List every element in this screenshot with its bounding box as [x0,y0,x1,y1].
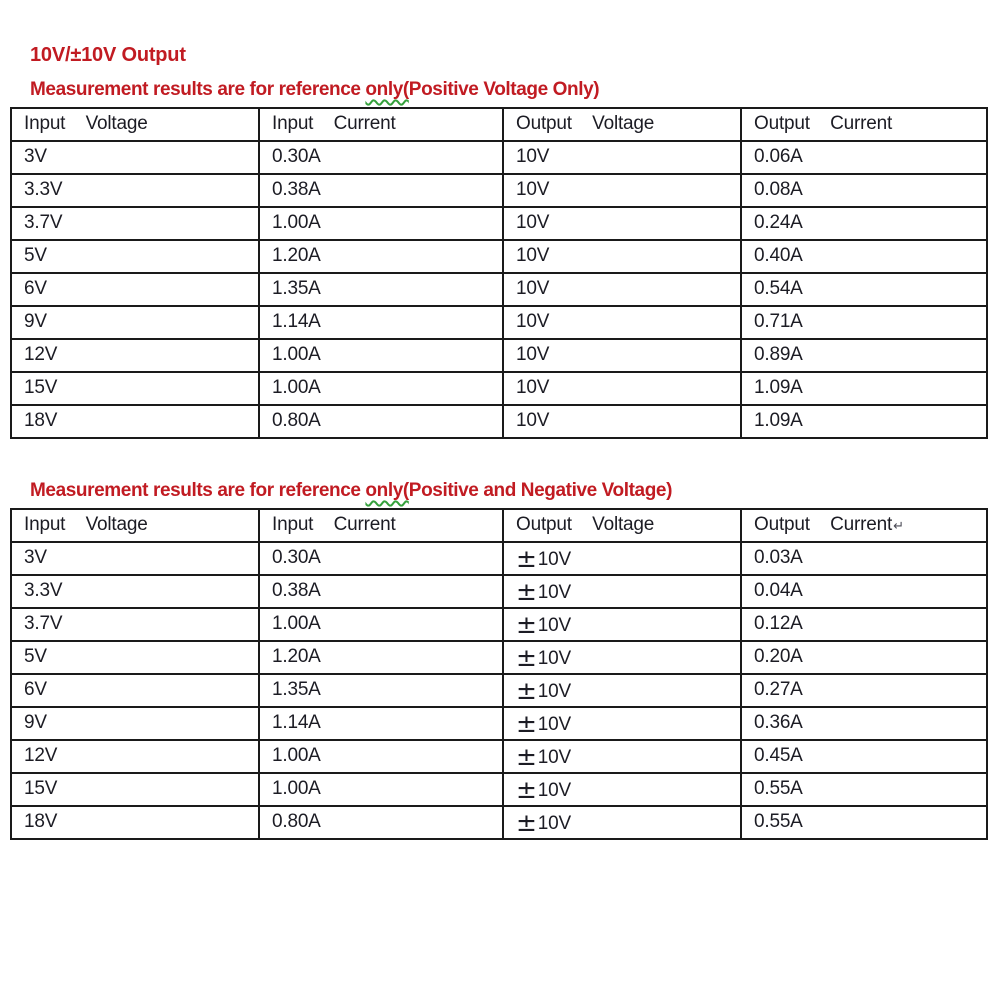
col-header-input-voltage: Input Voltage [11,509,259,542]
plus-minus-sign: ± [516,741,537,771]
cell-input-current: 0.80A [259,806,503,839]
cell-output-voltage: 10V [503,273,741,306]
cell-input-current: 0.30A [259,141,503,174]
cell-input-voltage: 3V [11,542,259,575]
cell-input-current: 1.35A [259,674,503,707]
cell-output-current: 1.09A [741,372,987,405]
col-header-output-current: Output Current [741,108,987,141]
cell-input-voltage: 3.3V [11,575,259,608]
plus-minus-sign: ± [516,576,537,606]
cell-output-voltage: ±10V [503,773,741,806]
cell-output-voltage: 10V [503,141,741,174]
table-row [11,405,987,438]
cell-input-voltage: 15V [11,372,259,405]
plus-minus-sign: ± [516,708,537,738]
col-header-output-voltage: Output Voltage [503,509,741,542]
cell-output-voltage: ±10V [503,608,741,641]
cell-input-current: 0.38A [259,174,503,207]
return-mark-icon: ↵ [893,518,905,534]
table-row [11,773,987,806]
plus-minus-sign: ± [516,543,537,573]
cell-input-current: 1.00A [259,740,503,773]
cell-output-voltage: ±10V [503,575,741,608]
table-row [11,575,987,608]
cell-output-voltage: 10V [503,372,741,405]
table-row [11,207,987,240]
cell-input-current: 1.20A [259,240,503,273]
cell-input-voltage: 3.3V [11,174,259,207]
table-row [11,174,987,207]
table-row [11,372,987,405]
col-header-output-voltage: Output Voltage [503,108,741,141]
section-subtitle-positive [30,79,1000,102]
cell-input-current: 0.38A [259,575,503,608]
col-header-output-current [741,509,987,542]
cell-output-voltage: 10V [503,339,741,372]
cell-output-current: 0.40A [741,240,987,273]
spellcheck-squiggle-word: only( [365,79,409,100]
col-header-input-current: Input Current [259,108,503,141]
cell-input-current: 0.30A [259,542,503,575]
cell-output-voltage: ±10V [503,674,741,707]
cell-output-voltage: 10V [503,240,741,273]
cell-output-current: 0.06A [741,141,987,174]
cell-output-current: 0.03A [741,542,987,575]
table-row [11,740,987,773]
table-row [11,141,987,174]
cell-output-current: 0.89A [741,339,987,372]
col-header-output-current-label: Output Current [754,514,893,536]
cell-input-voltage: 12V [11,740,259,773]
cell-output-current: 0.55A [741,773,987,806]
cell-input-voltage: 18V [11,806,259,839]
table-row [11,707,987,740]
table-row [11,641,987,674]
cell-output-voltage: ±10V [503,707,741,740]
cell-output-current: 0.54A [741,273,987,306]
subtitle-text: Positive Voltage Only) [408,79,600,100]
cell-input-voltage: 9V [11,707,259,740]
cell-output-voltage: ±10V [503,740,741,773]
table-header-row [11,108,987,141]
col-header-input-current: Input Current [259,509,503,542]
table-header-row [11,509,987,542]
cell-output-voltage: 10V [503,405,741,438]
cell-input-voltage: 9V [11,306,259,339]
table-row [11,306,987,339]
cell-input-current: 1.14A [259,707,503,740]
subtitle-text: Measurement results are for reference [30,79,366,100]
cell-input-current: 1.00A [259,372,503,405]
plus-minus-sign: ± [516,675,537,705]
table-row [11,806,987,839]
plus-minus-sign: ± [516,807,537,837]
plus-minus-sign: ± [516,774,537,804]
cell-input-voltage: 15V [11,773,259,806]
table-row [11,608,987,641]
section-subtitle-dual [30,480,1000,503]
cell-output-voltage: 10V [503,174,741,207]
subtitle-text: Positive and Negative Voltage) [408,479,673,501]
cell-input-voltage: 6V [11,674,259,707]
cell-input-voltage: 3V [11,141,259,174]
table-row [11,674,987,707]
cell-input-voltage: 5V [11,641,259,674]
cell-output-current: 0.24A [741,207,987,240]
cell-output-current: 0.27A [741,674,987,707]
table-row [11,240,987,273]
cell-input-current: 0.80A [259,405,503,438]
cell-input-voltage: 3.7V [11,207,259,240]
plus-minus-sign: ± [516,609,537,639]
cell-output-voltage: 10V [503,306,741,339]
page-title: 10V/±10V Output [30,44,186,66]
dual-voltage-table [10,508,988,840]
cell-output-current: 0.12A [741,608,987,641]
cell-input-current: 1.00A [259,207,503,240]
cell-output-current: 0.36A [741,707,987,740]
cell-input-voltage: 18V [11,405,259,438]
cell-input-voltage: 6V [11,273,259,306]
cell-output-current: 0.20A [741,641,987,674]
col-header-input-voltage: Input Voltage [11,108,259,141]
cell-input-voltage: 12V [11,339,259,372]
cell-output-voltage: ±10V [503,542,741,575]
cell-output-current: 0.04A [741,575,987,608]
cell-output-current: 0.55A [741,806,987,839]
cell-output-current: 0.08A [741,174,987,207]
subtitle-text: Measurement results are for reference [30,479,366,501]
cell-input-current: 1.14A [259,306,503,339]
table-row [11,273,987,306]
cell-output-current: 1.09A [741,405,987,438]
cell-output-current: 0.45A [741,740,987,773]
cell-input-current: 1.20A [259,641,503,674]
cell-output-voltage: ±10V [503,641,741,674]
cell-output-voltage: ±10V [503,806,741,839]
cell-input-current: 1.00A [259,608,503,641]
cell-input-current: 1.00A [259,339,503,372]
positive-voltage-table [10,107,988,439]
cell-input-current: 1.00A [259,773,503,806]
cell-input-voltage: 5V [11,240,259,273]
plus-minus-sign: ± [516,642,537,672]
table-row [11,542,987,575]
cell-output-voltage: 10V [503,207,741,240]
cell-input-voltage: 3.7V [11,608,259,641]
spellcheck-squiggle-word: only( [365,479,409,501]
table-row [11,339,987,372]
cell-output-current: 0.71A [741,306,987,339]
cell-input-current: 1.35A [259,273,503,306]
